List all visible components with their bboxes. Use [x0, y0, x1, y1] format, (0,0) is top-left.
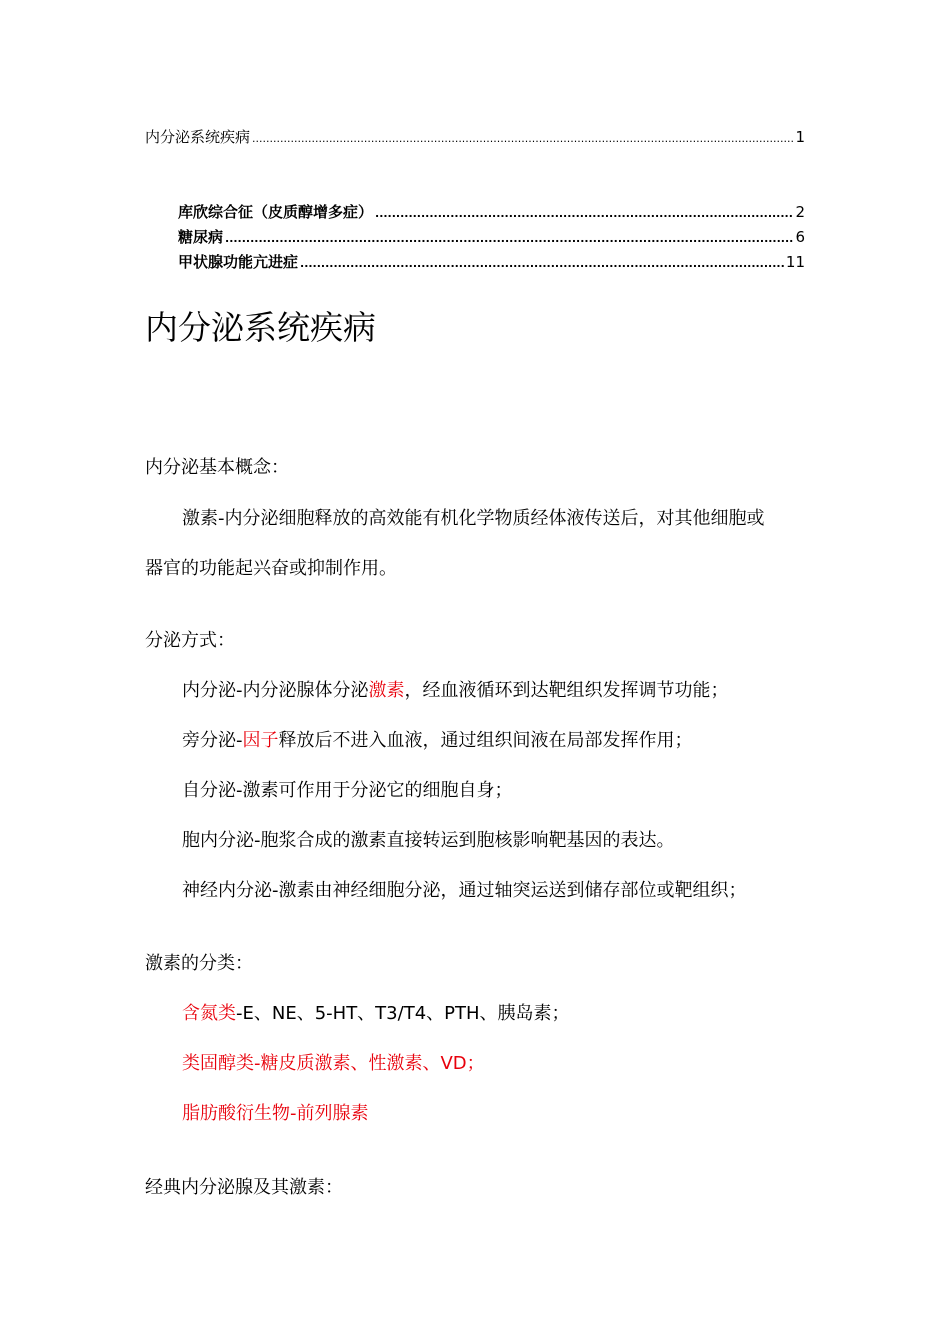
concept-line-1: 激素-内分泌细胞释放的高效能有机化学物质经体液传送后，对其他细胞或: [182, 508, 765, 529]
toc-label: 甲状腺功能亢进症: [178, 253, 299, 271]
item-text: 神经内分泌-激素由神经细胞分泌，通过轴突运送到储存部位或靶组织；: [182, 880, 747, 901]
classification-title: 激素的分类：: [145, 953, 253, 974]
toc-entry-1[interactable]: [145, 128, 805, 148]
item-text: 旁分泌-: [182, 730, 243, 751]
item-text: 胞内分泌-胞浆合成的激素直接转运到胞核影响靶基因的表达。: [182, 830, 675, 851]
toc-entry-4[interactable]: [178, 253, 805, 273]
item-text-tail: -E、NE、5-HT、T3/T4、PTH、胰岛素；: [236, 1003, 570, 1024]
toc-page-number: 2: [795, 203, 805, 221]
secretion-item-neuroendocrine: [182, 879, 747, 903]
concept-title: 内分泌基本概念：: [145, 457, 289, 478]
toc-page-number: 1: [795, 128, 805, 146]
classification-item-fatty-acid: [182, 1102, 369, 1126]
highlight-text: 因子: [242, 730, 279, 751]
secretion-item-paracrine: [182, 729, 693, 753]
highlight-text: 脂肪酸衍生物-前列腺素: [182, 1103, 369, 1124]
secretion-item-intracrine: [182, 829, 675, 853]
classification-item-steroid: [182, 1052, 485, 1076]
toc-leader-dots: [375, 205, 793, 223]
toc-label: 糖尿病: [178, 228, 224, 246]
toc-page-number: 11: [785, 253, 805, 271]
toc-leader-dots: [300, 255, 784, 273]
concept-line-2: 器官的功能起兴奋或抑制作用。: [145, 558, 397, 579]
item-text-tail: ，经血液循环到达靶组织发挥调节功能；: [404, 680, 729, 701]
classification-item-nitrogenous: [182, 1002, 570, 1026]
toc-leader-dots: [252, 130, 793, 148]
item-text: 内分泌-内分泌腺体分泌: [182, 680, 369, 701]
secretion-title: 分泌方式：: [145, 630, 235, 651]
page-title: 内分泌系统疾病: [145, 308, 376, 347]
toc-entry-3[interactable]: [178, 228, 805, 248]
highlight-text: 激素: [368, 680, 405, 701]
highlight-text: 类固醇类-糖皮质激素、性激素、VD；: [182, 1053, 485, 1074]
item-text-tail: 释放后不进入血液，通过组织间液在局部发挥作用；: [278, 730, 693, 751]
secretion-item-endocrine: [182, 679, 729, 703]
toc-label: 库欣综合征（皮质醇增多症）: [178, 203, 374, 221]
highlight-text: 含氮类: [182, 1003, 236, 1024]
secretion-item-autocrine: [182, 779, 513, 803]
toc-page-number: 6: [795, 228, 805, 246]
item-text: 自分泌-激素可作用于分泌它的细胞自身；: [182, 780, 513, 801]
toc-entry-2[interactable]: [178, 203, 805, 223]
toc-leader-dots: [225, 230, 793, 248]
glands-title: 经典内分泌腺及其激素：: [145, 1177, 343, 1198]
toc-label: 内分泌系统疾病: [145, 128, 251, 146]
